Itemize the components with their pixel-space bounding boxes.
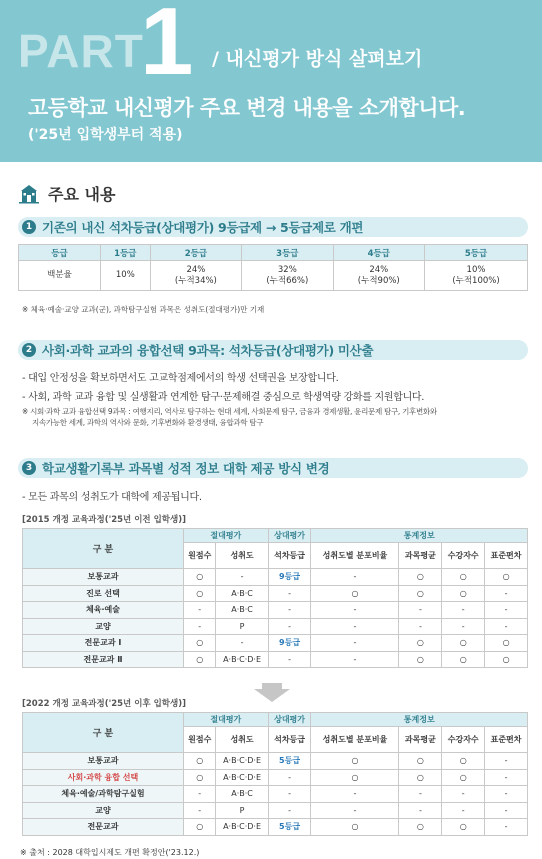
- table-cell: ○: [485, 635, 528, 652]
- table-cell: -: [485, 786, 528, 803]
- sub-header-cell: 원점수: [183, 727, 215, 753]
- table-cell: [150, 261, 241, 291]
- part-number: 1: [140, 0, 194, 95]
- percent-value: 10%: [466, 264, 486, 275]
- sub-header-cell: 표준편차: [485, 543, 528, 569]
- table-header-cell: 4등급: [333, 245, 424, 261]
- table-cell: ○: [183, 769, 215, 786]
- table-cell: [101, 261, 151, 291]
- table-cell: -: [485, 602, 528, 619]
- table-cell: ○: [399, 819, 442, 836]
- table-cell: ○: [442, 769, 485, 786]
- table-cell: A·B·C: [216, 602, 268, 619]
- table-cell: ○: [442, 753, 485, 770]
- table-cell: -: [311, 618, 399, 635]
- table-cell: -: [268, 585, 311, 602]
- row-label: 체육·예술: [23, 602, 184, 619]
- table-2022-caption: [2022 개정 교육과정('25년 이후 입학생)]: [22, 699, 186, 709]
- table-cell: -: [399, 786, 442, 803]
- sub-header-cell: 과목평균: [399, 727, 442, 753]
- table-header-row: [19, 245, 528, 261]
- sub-header-cell: 원점수: [183, 543, 215, 569]
- table-cell: -: [485, 802, 528, 819]
- section-1-number: 1: [22, 220, 36, 234]
- table-cell: ○: [183, 585, 215, 602]
- row-label: 교양: [23, 802, 184, 819]
- table-cell: 5등급: [268, 819, 311, 836]
- table-cell: 5등급: [268, 753, 311, 770]
- page-title: 고등학교 내신평가 주요 변경 내용을 소개합니다.: [28, 96, 466, 120]
- group-header-cell: 상대평가: [268, 713, 311, 727]
- school-building-icon: [18, 184, 40, 204]
- table-cell: ○: [442, 569, 485, 586]
- table-cell: A·B·C·D·E: [216, 753, 268, 770]
- table-row: [23, 602, 528, 619]
- table-cell: -: [268, 786, 311, 803]
- part-subtitle: / 내신평가 방식 살펴보기: [212, 48, 423, 70]
- sub-header-cell: 성취도: [216, 727, 268, 753]
- sub-header-cell: 수강자수: [442, 543, 485, 569]
- header-banner: [0, 0, 542, 162]
- table-cell: -: [311, 569, 399, 586]
- section-1-title: 기존의 내신 석차등급(상대평가) 9등급제 → 5등급제로 개편: [42, 220, 364, 235]
- table-cell: -: [399, 602, 442, 619]
- group-header-cell: 상대평가: [268, 529, 311, 543]
- table-cell: -: [311, 802, 399, 819]
- table-cell: -: [268, 802, 311, 819]
- table-cell: ○: [399, 753, 442, 770]
- sub-header-cell: 성취도별 분포비율: [311, 543, 399, 569]
- sub-header-cell: 표준편차: [485, 727, 528, 753]
- table-cell: -: [311, 786, 399, 803]
- table-cell: -: [442, 618, 485, 635]
- table-cell: -: [183, 786, 215, 803]
- sub-header-cell: 성취도별 분포비율: [311, 727, 399, 753]
- table-cell: A·B·C·D·E: [216, 819, 268, 836]
- page-title-note: ('25년 입학생부터 적용): [28, 127, 183, 143]
- row-label: 보통교과: [23, 569, 184, 586]
- table-cell: -: [183, 618, 215, 635]
- section-2-bullet: - 사회, 과학 교과 융합 및 실생활과 연계한 탐구·문제해결 중심으로 학생역량 강화를 지원합니다.: [22, 392, 425, 403]
- table-row: [23, 651, 528, 668]
- table-cell: ○: [183, 635, 215, 652]
- table-cell: A·B·C·D·E: [216, 769, 268, 786]
- table-cell: P: [216, 618, 268, 635]
- table-cell: ○: [442, 819, 485, 836]
- table-cell: ○: [183, 651, 215, 668]
- main-heading-text: 주요 내용: [48, 185, 116, 204]
- table-cell: ○: [311, 753, 399, 770]
- table-cell: ○: [399, 769, 442, 786]
- table-cell: 9등급: [268, 635, 311, 652]
- table-row: [23, 635, 528, 652]
- table-row: [23, 753, 528, 770]
- table-cell: -: [485, 819, 528, 836]
- source-note: ※ 출처 : 2028 대학입시제도 개편 확정안('23.12.): [20, 848, 200, 857]
- table-cell: -: [485, 618, 528, 635]
- table-cell: -: [268, 602, 311, 619]
- table-cell: ○: [399, 635, 442, 652]
- table-cell: -: [399, 802, 442, 819]
- row-label: 사회·과학 융합 선택: [23, 769, 184, 786]
- table-cell: ○: [485, 569, 528, 586]
- row-label: 전문교과 Ⅰ: [23, 635, 184, 652]
- group-header-cell: 절대평가: [183, 529, 268, 543]
- section-3-bullet: - 모든 과목의 성취도가 대학에 제공됩니다.: [22, 492, 202, 503]
- table-row: [23, 802, 528, 819]
- table-row: [23, 819, 528, 836]
- table-cell: -: [216, 635, 268, 652]
- cumulative-value: (누적100%): [452, 275, 500, 286]
- table-cell: -: [399, 618, 442, 635]
- table-cell: ○: [311, 585, 399, 602]
- table-cell: ○: [442, 651, 485, 668]
- sub-header-cell: 석차등급: [268, 727, 311, 753]
- table-row: [23, 769, 528, 786]
- table-cell: -: [485, 585, 528, 602]
- table-cell: -: [311, 651, 399, 668]
- row-label: 전문교과: [23, 819, 184, 836]
- table-cell: ○: [183, 753, 215, 770]
- row-label: 체육·예술/과학탐구실험: [23, 786, 184, 803]
- row-label: 교양: [23, 618, 184, 635]
- down-arrow-icon: [252, 683, 292, 703]
- table-header-cell: 3등급: [242, 245, 333, 261]
- table-cell: ○: [442, 585, 485, 602]
- table-cell: 9등급: [268, 569, 311, 586]
- section-1-header: [18, 217, 528, 237]
- table-cell: ○: [311, 769, 399, 786]
- percent-value: 32%: [277, 264, 297, 275]
- table-cell: ○: [183, 819, 215, 836]
- section-2-number: 2: [22, 343, 36, 357]
- row-label: 진로 선택: [23, 585, 184, 602]
- table-cell: -: [311, 602, 399, 619]
- table-cell: [425, 261, 528, 291]
- section-2-bullet: - 대입 안정성을 확보하면서도 고교학점제에서의 학생 선택권을 보장합니다.: [22, 373, 339, 384]
- table-cell: -: [183, 602, 215, 619]
- row-label: 백분율: [19, 261, 101, 291]
- row-label: 보통교과: [23, 753, 184, 770]
- table-cell: A·B·C: [216, 786, 268, 803]
- table-row: [23, 618, 528, 635]
- table-header-cell: 5등급: [425, 245, 528, 261]
- table-cell: -: [183, 802, 215, 819]
- section-1-note: ※ 체육·예술·교양 교과(군), 과학탐구실험 과목은 성취도(절대평가)만 기재: [22, 305, 265, 314]
- table-cell: ○: [485, 651, 528, 668]
- row-label: 전문교과 Ⅱ: [23, 651, 184, 668]
- table-row: [19, 261, 528, 291]
- cumulative-value: (누적66%): [266, 275, 309, 286]
- table-header-cell: 등급: [19, 245, 101, 261]
- table-cell: [333, 261, 424, 291]
- percent-value: 24%: [186, 264, 206, 275]
- cumulative-value: (누적34%): [174, 275, 217, 286]
- table-cell: -: [268, 618, 311, 635]
- section-2-note-line: ※ 시회·과학 교과 융합선택 9과목 : 여행지리, 역사로 탐구하는 현대 세계, 사회문제 탐구, 금융과 경제생활, 윤리문제 탐구, 기후변화와: [22, 407, 437, 416]
- table-header-cell: 2등급: [150, 245, 241, 261]
- table-row: [23, 585, 528, 602]
- table-cell: ○: [311, 819, 399, 836]
- section-2-header: [18, 340, 528, 360]
- sub-header-cell: 수강자수: [442, 727, 485, 753]
- group-header-cell: 통계정보: [311, 529, 528, 543]
- table-cell: ○: [442, 635, 485, 652]
- main-heading: [18, 182, 115, 205]
- table-cell: -: [442, 786, 485, 803]
- section-2-title: 사회·과학 교과의 융합선택 9과목: 석차등급(상대평가) 미산출: [42, 343, 374, 358]
- table-2022: [22, 712, 528, 836]
- group-header-cell: 구 분: [23, 529, 184, 569]
- percent-value: 10%: [115, 270, 135, 281]
- sub-header-cell: 과목평균: [399, 543, 442, 569]
- table-cell: -: [485, 753, 528, 770]
- table-cell: -: [268, 651, 311, 668]
- section-2-note: [22, 407, 527, 429]
- part-label: PART: [18, 25, 144, 77]
- table-cell: -: [216, 569, 268, 586]
- group-header-row: [23, 529, 528, 543]
- table-cell: ○: [399, 585, 442, 602]
- cumulative-value: (누적90%): [357, 275, 400, 286]
- table-cell: -: [442, 802, 485, 819]
- table-cell: -: [442, 602, 485, 619]
- table-cell: ○: [183, 569, 215, 586]
- sub-header-cell: 석차등급: [268, 543, 311, 569]
- table-2015-caption: [2015 개정 교육과정('25년 이전 입학생)]: [22, 515, 186, 525]
- percent-value: 24%: [369, 264, 389, 275]
- group-header-cell: 통계정보: [311, 713, 528, 727]
- table-cell: ○: [399, 569, 442, 586]
- section-3-header: [18, 458, 528, 478]
- table-row: [23, 569, 528, 586]
- table-cell: P: [216, 802, 268, 819]
- group-header-cell: 구 분: [23, 713, 184, 753]
- sub-header-cell: 성취도: [216, 543, 268, 569]
- grade-ratio-table: [18, 244, 528, 291]
- table-header-cell: 1등급: [101, 245, 151, 261]
- section-3-number: 3: [22, 461, 36, 475]
- table-cell: -: [485, 769, 528, 786]
- table-cell: -: [311, 635, 399, 652]
- table-cell: A·B·C: [216, 585, 268, 602]
- table-cell: ○: [399, 651, 442, 668]
- table-cell: A·B·C·D·E: [216, 651, 268, 668]
- section-2-note-line: 지속가능한 세계, 과학의 역사와 문화, 기후변화와 환경생태, 융합과학 탐구: [32, 417, 264, 427]
- group-header-cell: 절대평가: [183, 713, 268, 727]
- table-2015: [22, 528, 528, 668]
- table-cell: [242, 261, 333, 291]
- table-cell: -: [268, 769, 311, 786]
- group-header-row: [23, 713, 528, 727]
- table-row: [23, 786, 528, 803]
- section-3-title: 학교생활기록부 과목별 성적 정보 대학 제공 방식 변경: [42, 461, 330, 476]
